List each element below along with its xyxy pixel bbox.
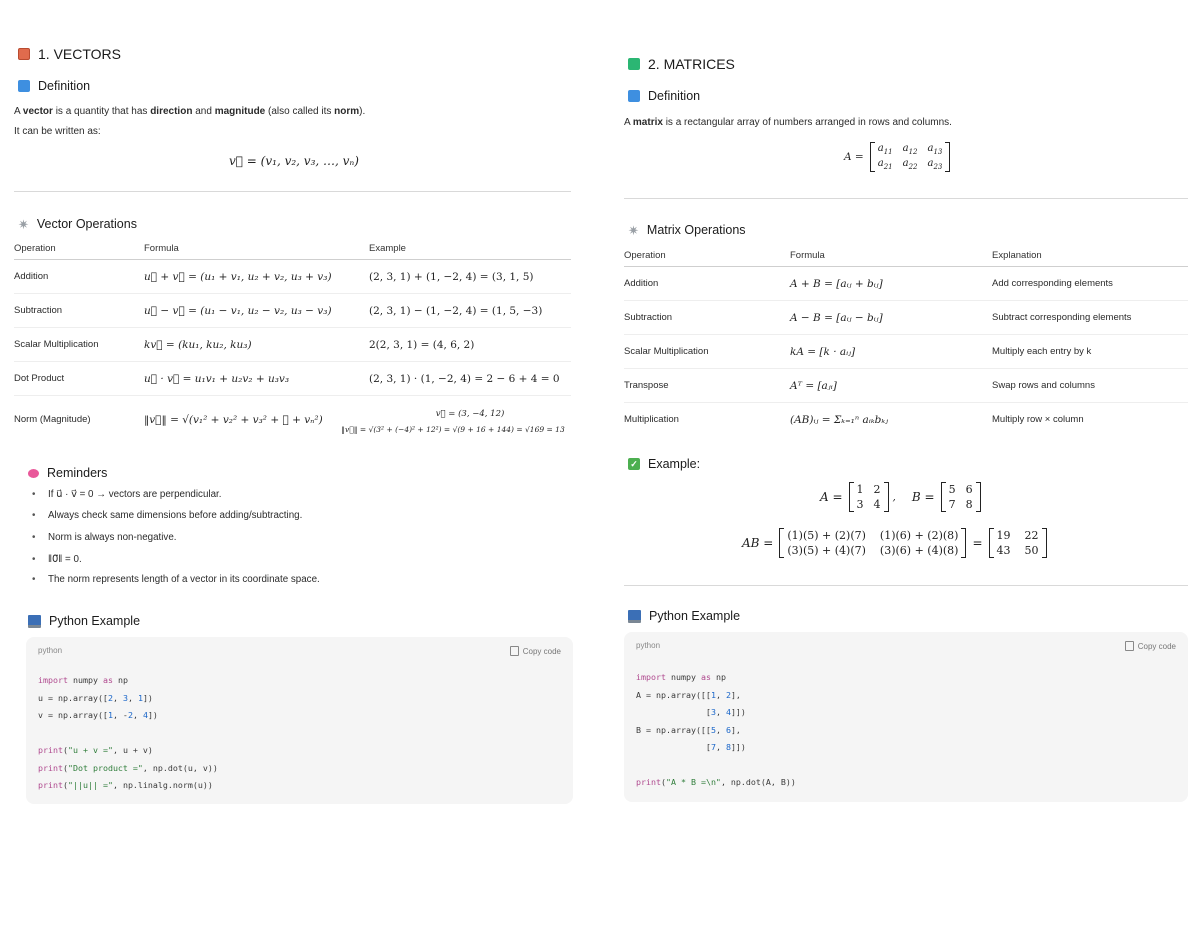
matrix-cell: $a_{23}$ [927, 158, 943, 171]
example-a-b: A = 1 2 3 4 , B = 5 6 7 8 [820, 482, 981, 512]
table-cell: Subtraction [14, 294, 144, 328]
code-line: print("||u|| =", np.linalg.norm(u)) [38, 780, 213, 790]
definition-heading-text: Definition [648, 89, 701, 103]
table-row [624, 267, 1188, 301]
code-language-label: python [636, 641, 661, 650]
table-cell: A + B = [aᵢⱼ + bᵢⱼ] [790, 267, 992, 301]
definition-matrix [844, 142, 950, 172]
ex-b-label: B = [911, 490, 935, 504]
table-cell: u⃗ − v⃗ = (u₁ − v₁, u₂ − v₂, u₃ − v₃) [144, 294, 369, 328]
matrix-cell: (3)(6) + (4)(8) [879, 544, 959, 557]
matrix-cell: 5 [948, 483, 956, 496]
table-header-row [624, 244, 1188, 267]
matrix-cell: (1)(5) + (2)(7) [787, 529, 866, 542]
table-cell: Multiply row × column [992, 414, 1084, 426]
table-cell: kv⃗ = (ku₁, ku₂, ku₃) [144, 328, 369, 362]
copy-icon [510, 646, 519, 656]
divider [624, 198, 1188, 199]
matrix-a [870, 142, 951, 172]
matrices-title-text: 2. MATRICES [648, 56, 735, 72]
matrix-cell: $a_{12}$ [902, 143, 918, 156]
table-cell: (2, 3, 1) · (1, −2, 4) = 2 − 6 + 4 = 0 [369, 362, 571, 396]
matrix-a [849, 482, 889, 512]
divider [624, 585, 1188, 586]
code-line: import numpy as np [636, 672, 726, 682]
matrix-cell: 43 [996, 544, 1011, 557]
table-cell: kA = [k · aᵢⱼ] [790, 335, 992, 369]
vector-definition-text: A vector is a quantity that has direction and magnitude (also called its norm). [14, 106, 366, 117]
vector-operations-heading-text: Vector Operations [36, 217, 137, 231]
matrix-code [636, 669, 796, 792]
table-cell: Subtract corresponding elements [992, 301, 1188, 335]
table-cell: A − B = [aᵢⱼ − bᵢⱼ] [790, 301, 992, 335]
blue-square-icon [18, 80, 30, 92]
ex-a-label: A = [820, 490, 843, 504]
table-row [624, 301, 1188, 335]
matrix-cell: 2 [873, 483, 881, 496]
copy-icon [1125, 641, 1134, 651]
code-line [38, 725, 218, 743]
table-cell: Multiply each entry by k [992, 335, 1188, 369]
table-row [14, 260, 571, 294]
code-line: A = np.array([[1, 2], [636, 689, 741, 700]
matrix-operations-heading-text: Matrix Operations [646, 223, 746, 237]
matrix-cell: $a_{22}$ [902, 158, 918, 171]
ex-ab-label: AB = [742, 536, 774, 550]
table-header: Formula [790, 244, 992, 267]
matrix-operations-heading [628, 223, 746, 237]
list-item: • The norm represents length of a vector in its coordinate space. [28, 573, 568, 593]
table-cell: ‖v⃗‖ = √(v₁² + v₂² + v₃² + ⋯ + vₙ²) [144, 413, 323, 426]
matrix-cell: 8 [965, 498, 973, 511]
table-cell: Norm (Magnitude) [14, 414, 91, 426]
blue-square-icon [628, 90, 640, 102]
matrix-cell: 6 [965, 483, 973, 496]
reminders-heading-text: Reminders [47, 466, 108, 480]
table-row [14, 328, 571, 362]
norm-example-line1: v⃗ = (3, −4, 12) [435, 409, 505, 420]
table-cell: Add corresponding elements [992, 267, 1188, 301]
code-line: v = np.array([1, -2, 4]) [38, 710, 158, 720]
copy-code-button[interactable] [510, 646, 561, 656]
matrix-cell: 3 [856, 498, 864, 511]
matrix-cell: 50 [1024, 544, 1039, 557]
code-line: print("Dot product =", np.dot(u, v)) [38, 762, 218, 773]
table-row [14, 362, 571, 396]
list-item: • ‖0⃗‖ = 0. [28, 553, 568, 573]
matrix-operations-table [624, 244, 1188, 437]
code-line: print("A * B =\n", np.dot(A, B)) [636, 777, 796, 787]
matrix-cell: 19 [996, 529, 1011, 542]
gear-icon: ✷ [628, 222, 639, 238]
code-line: print("u + v =", u + v) [38, 745, 153, 755]
copy-code-label: Copy code [1137, 641, 1176, 651]
table-cell: Swap rows and columns [992, 369, 1188, 403]
vector-formula: v⃗ = (v₁, v₂, v₃, …, vₙ) [229, 154, 359, 168]
table-cell: Dot Product [14, 362, 144, 396]
matrix-code-block [624, 632, 1188, 802]
matrix-cell: $a_{11}$ [877, 143, 893, 156]
matrix-b [941, 482, 981, 512]
vector-definition-line2: It can be written as: [14, 126, 101, 137]
code-line: [7, 8]]) [636, 742, 746, 752]
table-cell: Subtraction [624, 301, 790, 335]
list-item: • If u⃗ · v⃗ = 0 → vectors are perpendicular. [28, 488, 568, 509]
computer-icon [28, 615, 41, 628]
table-cell: u⃗ + v⃗ = (u₁ + v₁, u₂ + v₂, u₃ + v₃) [144, 260, 369, 294]
matrix-cell: 22 [1024, 529, 1039, 542]
matrices-definition-heading [628, 89, 700, 103]
table-row [624, 403, 1188, 437]
computer-icon [628, 610, 641, 623]
table-cell [341, 396, 571, 444]
vector-python-heading [28, 614, 140, 628]
table-header: Example [369, 237, 571, 260]
matrix-cell: 7 [948, 498, 956, 511]
definition-heading-text: Definition [38, 79, 91, 93]
reminder-icon [28, 469, 39, 478]
vector-code-block [26, 637, 573, 804]
matrix-definition-text: A matrix is a rectangular array of numbers arranged in rows and columns. [624, 117, 952, 128]
table-cell: Scalar Multiplication [624, 335, 790, 369]
table-cell: (AB)ᵢⱼ = Σₖ₌₁ⁿ aᵢₖbₖⱼ [790, 413, 888, 426]
matrix-cell: $a_{21}$ [877, 158, 893, 171]
table-row [14, 294, 571, 328]
matrix-cell: 4 [873, 498, 881, 511]
example-heading-text: Example: [648, 457, 701, 471]
table-cell: (2, 3, 1) − (1, −2, 4) = (1, 5, −3) [369, 294, 571, 328]
green-square-icon [628, 58, 640, 70]
table-cell: Transpose [624, 369, 790, 403]
vectors-title-text: 1. VECTORS [38, 46, 121, 62]
table-cell: Multiplication [624, 414, 679, 426]
table-cell: (2, 3, 1) + (1, −2, 4) = (3, 1, 5) [369, 260, 571, 294]
vector-code [38, 672, 218, 795]
vectors-title [18, 46, 121, 62]
table-cell: 2(2, 3, 1) = (4, 6, 2) [369, 328, 571, 362]
vector-operations-heading [18, 217, 137, 231]
code-line: import numpy as np [38, 675, 128, 685]
matrix-cell: (1)(6) + (2)(8) [879, 529, 959, 542]
matrix-ab-expanded [779, 528, 966, 558]
code-language-label: python [38, 646, 63, 655]
list-item: • Norm is always non-negative. [28, 531, 568, 553]
divider [14, 191, 571, 192]
table-header: Explanation [992, 244, 1188, 267]
matrix-cell: (3)(5) + (4)(7) [787, 544, 866, 557]
matrix-ab-result [989, 528, 1047, 558]
vectors-definition-heading [18, 79, 90, 93]
example-heading [628, 457, 700, 471]
table-cell: Addition [14, 260, 144, 294]
code-line: B = np.array([[5, 6], [636, 724, 741, 735]
vector-operations-table [14, 237, 571, 444]
table-row [14, 396, 571, 444]
table-row [624, 369, 1188, 403]
gear-icon: ✷ [18, 216, 29, 232]
matrix-cell: $a_{13}$ [927, 143, 943, 156]
code-line: [3, 4]]) [636, 707, 746, 717]
matrix-python-heading [628, 609, 740, 623]
code-line: u = np.array([2, 3, 1]) [38, 692, 153, 703]
table-header: Operation [624, 244, 790, 267]
table-cell: Addition [624, 267, 790, 301]
python-heading-text: Python Example [49, 614, 141, 628]
checkmark-icon: ✓ [628, 458, 640, 470]
matrix-cell: 1 [856, 483, 864, 496]
code-line [636, 757, 796, 775]
table-header: Formula [144, 237, 369, 260]
copy-code-label: Copy code [522, 646, 561, 656]
book-icon [18, 48, 30, 60]
table-header: Operation [14, 237, 144, 260]
reminders-list [28, 488, 568, 593]
matrices-title [628, 56, 735, 72]
reminders-heading [28, 466, 107, 480]
list-item: • Always check same dimensions before adding/subtracting. [28, 509, 568, 531]
example-ab: AB = (1)(5) + (2)(7) (1)(6) + (2)(8) (3)(5) + (4)(7) (3)(6) + (4)(8) = 19 22 43 50 [742, 528, 1047, 558]
table-cell: Aᵀ = [aⱼᵢ] [790, 369, 992, 403]
norm-example-line2: ‖v⃗‖ = √(3² + (−4)² + 12²) = √(9 + 16 + 144) = √169 = 13 [341, 425, 565, 435]
copy-code-button[interactable] [1125, 641, 1176, 651]
matrix-label: A = [844, 151, 864, 163]
table-header-row [14, 237, 571, 260]
table-cell: Scalar Multiplication [14, 328, 144, 362]
table-row [624, 335, 1188, 369]
table-cell: u⃗ · v⃗ = u₁v₁ + u₂v₂ + u₃v₃ [144, 362, 369, 396]
python-heading-text: Python Example [649, 609, 741, 623]
